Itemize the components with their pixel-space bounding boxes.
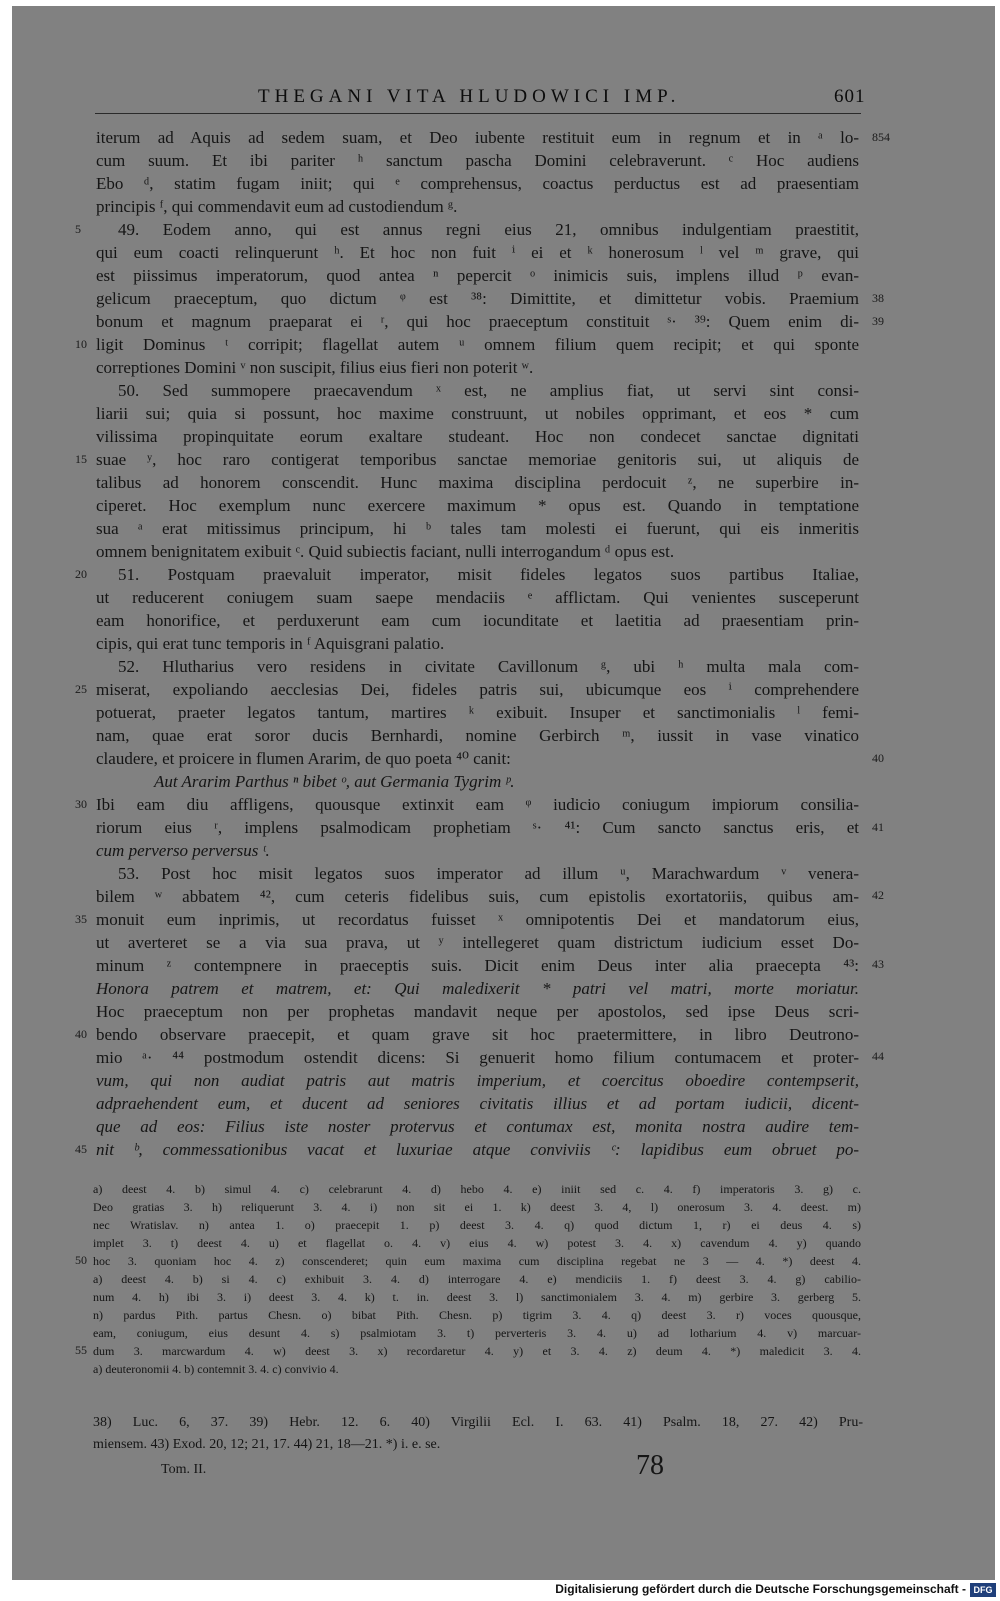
text-line: iterum ad Aquis ad sedem suam, et Deo iubente restituit eum in regnum et in ᵃ lo- [96,128,859,147]
margin-reference: 38 [872,291,884,305]
text-line: mio ᵃ· ⁴⁴ postmodum ostendit dicens: Si genuerit homo filium contumacem et proter- [96,1048,859,1067]
text-line: ut reducerent coniugem suam saepe mendaciis ᵉ afflictam. Qui venientes susceperunt [96,588,859,607]
paragraph-50: 50. Sed summopere praecavendum ˣ est, ne amplius fiat, ut servi sint consi- [118,381,859,400]
text-line: correptiones Domini ᵛ non suscipit, filius eius fieri non poterit ʷ. [96,358,534,377]
text-line: qui eum coacti relinquerunt ʰ. Et hoc non fuit ⁱ ei et ᵏ honerosum ˡ vel ᵐ grave, qui [96,243,859,262]
margin-reference: 854 [872,130,890,144]
footnote-line: nec Wratislav. n) antea 1. o) praecepit 1. p) deest 3. 4. q) quod dictum 1, r) ei deus 4. s) [93,1218,861,1232]
footnote-line: a) deest 4. b) si 4. c) exhibuit 3. 4. d) interrogare 4. e) mendiciis 1. f) deest 3. 4. g) cabilio- [93,1272,861,1286]
volume-label: Tom. II. [161,1462,207,1477]
text-line: nit ᵇ, commessationibus vacat et luxuriae atque conviviis ᶜ: lapidibus eum obruet po- [96,1140,859,1159]
text-line: principis ᶠ, qui commendavit eum ad custodiendum ᵍ. [96,197,458,216]
text-line: riorum eius ʳ, implens psalmodicam prophetiam ˢ· ⁴¹: Cum sancto sanctus eris, et [96,818,859,837]
text-line: Ibi eam diu affligens, quousque extinxit eam ᵠ iudicio coniugum impiorum consilia- [96,795,859,814]
page-number: 601 [834,86,866,107]
text-line: liarii sui; quia si possunt, hoc maxime construunt, ut nobiles opprimant, et eos * cum [96,404,859,423]
line-number: 55 [75,1343,87,1357]
text-line: cipis, qui erat tunc temporis in ᶠ Aquisgrani palatio. [96,634,445,653]
header-rule [95,113,861,114]
line-number: 20 [75,567,87,581]
text-line: sua ᵃ erat mitissimus principum, hi ᵇ tales tam molesti ei fuerunt, qui eis inmeritis [96,519,859,538]
signature-mark: 78 [636,1450,664,1481]
line-number: 45 [75,1142,87,1156]
margin-reference: 40 [872,751,884,765]
text-line: est piissimus imperatorum, quod antea ⁿ pepercit ᵒ inimicis suis, implens illud ᵖ evan- [96,266,859,285]
text-line: Hoc praeceptum non per prophetas mandavit neque per apostolos, sed ipse Deus scri- [96,1002,859,1021]
text-line: adpraehendent eum, et ducent ad seniores civitatis illius et ad portam iudicii, dicent- [96,1094,859,1113]
footnote-line: a) deest 4. b) simul 4. c) celebrarunt 4. d) hebo 4. e) iniit sed c. 4. f) imperatoris 3. g) c. [93,1182,861,1196]
text-line: minum ᶻ contempnere in praeceptis suis. Dicit enim Deus inter alia praecepta ⁴³: [96,956,859,975]
margin-reference: 41 [872,820,884,834]
line-number: 30 [75,797,87,811]
text-line: ut averteret se a via sua prava, ut ʸ intellegeret quam districtum iudicium esset Do- [96,933,859,952]
margin-reference: 43 [872,957,884,971]
text-line: vum, qui non audiat patris aut matris imperium, et coercitus oboedire contempserit, [96,1071,859,1090]
paragraph-51: 51. Postquam praevaluit imperator, misit fideles legatos suos partibus Italiae, [118,565,859,584]
footnote-line: eam, coniugum, eius desunt 4. s) psalmiotam 3. t) perverteris 3. 4. u) ad lotharium 4. v) marcuar- [93,1326,861,1340]
text-line: bonum et magnum praeparat ei ʳ, qui hoc praeceptum constituit ˢ· ³⁹: Quem enim di- [96,312,859,331]
running-title: THEGANI VITA HLUDOWICI IMP. [258,86,681,107]
line-number: 10 [75,337,87,351]
text-line: eam honorifice, et perduxerunt eam cum iocunditate et laetitia ad praesentiam prin- [96,611,859,630]
dfg-logo: DFG [970,1583,996,1597]
text-line: bilem ʷ abbatem ⁴², cum ceteris fidelibus suis, cum epistolis exortatoriis, quibus am- [96,887,859,906]
footnote-line: hoc 3. quoniam hoc 4. z) conscenderet; quin eum maxima cum disciplina regebat ne 3 — 4. *) deest 4. [93,1254,861,1268]
text-line: ciperet. Hoc exemplum nunc exercere maximum * opus est. Quando in temptatione [96,496,859,515]
paragraph-52: 52. Hlutharius vero residens in civitate Cavillonum ᵍ, ubi ʰ multa mala com- [118,657,859,676]
verse-quotation: Aut Ararim Parthus ⁿ bibet ᵒ, aut Germania Tygrim ᵖ. [154,772,515,791]
margin-reference: 39 [872,314,884,328]
footnote-line: implet 3. t) deest 4. u) et flagellat o. 4. v) eius 4. w) potest 3. 4. x) cavendum 4. y) quando [93,1236,861,1250]
text-line: miserat, expoliando aecclesias Dei, fideles patris sui, ubicumque eos ⁱ comprehendere [96,680,859,699]
text-line: que ad eos: Filius iste noster protervus et contumax est, monita nostra audire tem- [96,1117,859,1136]
line-number: 35 [75,912,87,926]
paragraph-53: 53. Post hoc misit legatos suos imperator ad illum ᵘ, Marachwardum ᵛ venera- [118,864,859,883]
funding-banner [0,1580,1000,1601]
line-number: 5 [75,222,81,236]
text-line: bendo observare praecepit, et quam grave sit hoc praetermittere, in libro Deutrono- [96,1025,859,1044]
line-number: 15 [75,452,87,466]
text-line: potuerat, praeter legatos tantum, martires ᵏ exibuit. Insuper et sanctimonialis ˡ femi- [96,703,859,722]
text-line: ligit Dominus ᵗ corripit; flagellat autem ᵘ omnem filium quem recipit; et qui sponte [96,335,859,354]
footnote-line: a) deuteronomii 4. b) contemnit 3. 4. c) convivio 4. [93,1362,339,1376]
text-line: talibus ad honorem conscendit. Hunc maxima disciplina perdocuit ᶻ, ne superbire in- [96,473,859,492]
text-line: Ebo ᵈ, statim fugam iniit; qui ᵉ comprehensus, coactus perductus est ad praesentiam [96,174,859,193]
text-line: gelicum praeceptum, quo dictum ᵠ est ³⁸: Dimittite, et dimittetur vobis. Praemium [96,289,859,308]
paragraph-49: 49. Eodem anno, qui est annus regni eius 21, omnibus indulgentiam praestitit, [118,220,859,239]
text-line: cum perverso perversus ᵗ. [96,841,270,860]
text-line: claudere, et proicere in flumen Ararim, de quo poeta ⁴⁰ canit: [96,749,511,768]
funding-text: Digitalisierung gefördert durch die Deutsche Forschungsgemeinschaft - [555,1582,966,1596]
footnote-line: n) pardus Pith. partus Chesn. o) bibat Pith. Chesn. p) tigrim 3. 4. q) deest 3. r) voces quousque, [93,1308,861,1322]
line-number: 25 [75,682,87,696]
text-line: suae ʸ, hoc raro contigerat temporibus sanctae memoriae genitoris sui, ut aliquis de [96,450,859,469]
reference-line: 38) Luc. 6, 37. 39) Hebr. 12. 6. 40) Virgilii Ecl. I. 63. 41) Psalm. 18, 27. 42) Pru- [93,1415,863,1430]
text-line: Honora patrem et matrem, et: Qui maledixerit * patri vel matri, morte moriatur. [96,979,859,998]
text-line: monuit eum inprimis, ut recordatus fuisset ˣ omnipotentis Dei et mandatorum eius, [96,910,859,929]
text-line: vilissima propinquitate eorum exaltare studeant. Hoc non condecet sanctae dignitati [96,427,859,446]
text-line: omnem benignitatem exibuit ᶜ. Quid subiectis faciant, nulli interrogandum ᵈ opus est. [96,542,675,561]
reference-line: miensem. 43) Exod. 20, 12; 21, 17. 44) 21, 18—21. *) i. e. se. [93,1437,441,1452]
footnote-line: dum 3. marcwardum 4. w) deest 3. x) recordaretur 4. y) et 3. 4. z) deum 4. *) maledicit 3. 4. [93,1344,861,1358]
text-line: cum suum. Et ibi pariter ʰ sanctum pascha Domini celebraverunt. ᶜ Hoc audiens [96,151,859,170]
footnote-line: Deo gratias 3. h) reliquerunt 3. 4. i) non sit ei 1. k) deest 3. 4, l) onerosum 3. 4. deest. m) [93,1200,861,1214]
text-line: nam, quae erat soror ducis Bernhardi, nomine Gerbirch ᵐ, iussit in vase vinatico [96,726,859,745]
margin-reference: 44 [872,1049,884,1063]
line-number: 40 [75,1027,87,1041]
line-number: 50 [75,1253,87,1267]
footnote-line: num 4. h) ibi 3. i) deest 3. 4. k) t. in. deest 3. l) sanctimonialem 3. 4. m) gerbire 3. gerberg 5. [93,1290,861,1304]
margin-reference: 42 [872,888,884,902]
